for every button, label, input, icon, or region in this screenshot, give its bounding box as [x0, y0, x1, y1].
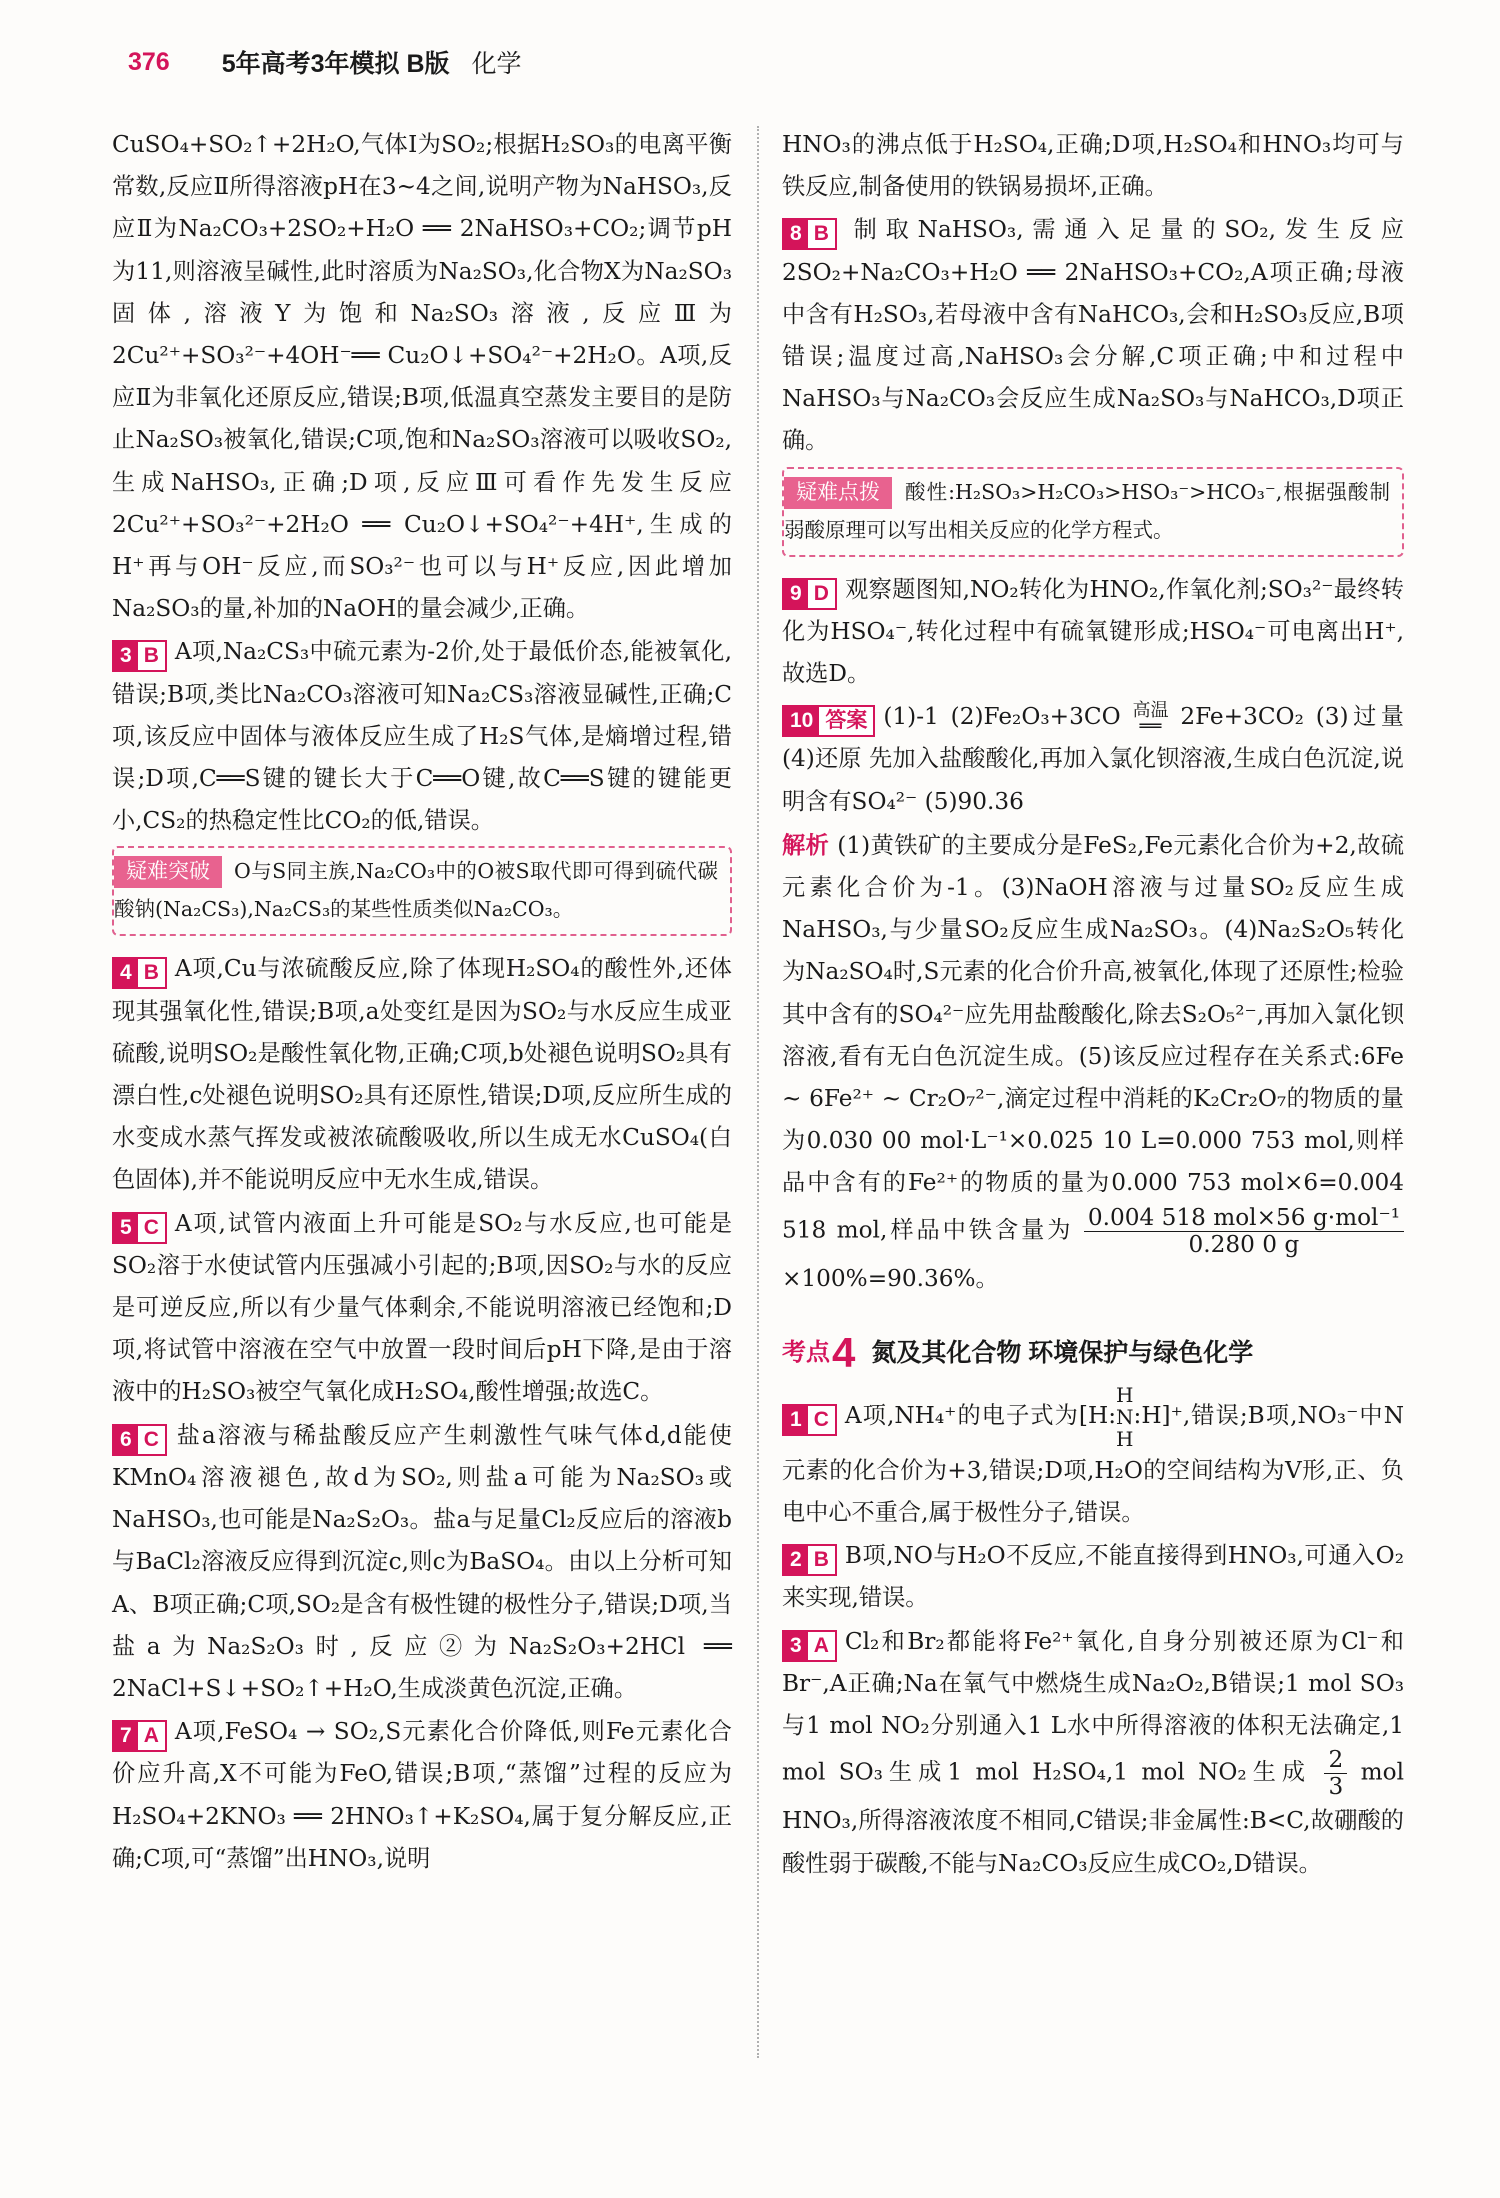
note-tag: 疑难点拨	[784, 477, 892, 509]
difficulty-note	[112, 846, 732, 936]
difficulty-note	[782, 467, 1404, 557]
answer-text: 2Fe+3CO₂	[1180, 703, 1304, 731]
answer-6	[112, 1415, 732, 1710]
answer-text: (3)过量 (4)还原 先加入盐酸酸化,再加入氯化钡溶液,生成白色沉淀,说明含有SO₄²⁻ (5)90.36	[782, 703, 1404, 815]
fraction: $\frac{\text{0.004 518 mol×56 g·mol⁻¹}}{0.280 0 g}$	[1084, 1205, 1404, 1258]
section-answer-3	[782, 1621, 1404, 1885]
answer-text: A项,FeSO₄ → SO₂,S元素化合价降低,则Fe元素化合价应升高,X不可能为FeO,错误;B项,“蒸馏”过程的反应为H₂SO₄+2KNO₃ ══ 2HNO₃↑+K₂SO₄,属于复分解反应,正确;C项,可“蒸馏”出HNO₃,说明	[112, 1718, 732, 1872]
answer-badge: 3 B	[112, 640, 167, 672]
answer-text: A项,Na₂CS₃中硫元素为-2价,处于最低价态,能被氧化,错误;B项,类比Na₂CO₃溶液可知Na₂CS₃溶液显碱性,正确;C项,该反应中固体与液体反应生成了H₂S气体,是熵增过程,错误;D项,C══S键的键长大于C══O键,故C══S键的键能更小,CS₂的热稳定性比CO₂的低,错误。	[112, 638, 732, 835]
answer-badge: 4 B	[112, 957, 167, 989]
electron-formula: H N H	[1116, 1382, 1134, 1451]
section-number: 4	[832, 1328, 856, 1376]
continued-paragraph: CuSO₄+SO₂↑+2H₂O,气体Ⅰ为SO₂;根据H₂SO₃的电离平衡常数,反应Ⅱ所得溶液pH在3~4之间,说明产物为NaHSO₃,反应Ⅱ为Na₂CO₃+2SO₂+H₂O ══ 2NaHSO₃+CO₂;调节pH为11,则溶液呈碱性,此时溶质为Na₂SO₃,化合物X为Na₂SO₃固体,溶液Y为饱和Na₂SO₃溶液,反应Ⅲ为2Cu²⁺+SO₃²⁻+4OH⁻══ Cu₂O↓+SO₄²⁻+2H₂O。A项,反应Ⅱ为非氧化还原反应,错误;B项,低温真空蒸发主要目的是防止Na₂SO₃被氧化,错误;C项,饱和Na₂SO₃溶液可以吸收SO₂,生成NaHSO₃,正确;D项,反应Ⅲ可看作先发生反应2Cu²⁺+SO₃²⁻+2H₂O ══ Cu₂O↓+SO₄²⁻+4H⁺,生成的H⁺再与OH⁻反应,而SO₃²⁻也可以与H⁺反应,因此增加Na₂SO₃的量,补加的NaOH的量会减少,正确。	[112, 131, 732, 623]
analysis-10	[782, 824, 1404, 1300]
section-heading	[782, 1330, 1404, 1376]
answer-badge: 1 C	[782, 1404, 837, 1436]
section-answer-2	[782, 1535, 1404, 1619]
analysis-text: (1)黄铁矿的主要成分是FeS₂,Fe元素化合价为+2,故硫元素化合价为-1。(3)NaOH溶液与过量SO₂反应生成NaHSO₃,与少量SO₂反应生成Na₂SO₃。(4)Na₂S₂O₅转化为Na₂SO₄时,S元素的化合价升高,被氧化,体现了还原性;检验其中含有的SO₄²⁻应先用盐酸酸化,除去S₂O₅²⁻,再加入氯化钡溶液,看有无白色沉淀生成。(5)该反应过程存在关系式:6Fe ~ 6Fe²⁺ ~ Cr₂O₇²⁻,滴定过程中消耗的K₂Cr₂O₇的物质的量为0.030 00 mol·L⁻¹×0.025 10 L=0.000 753 mol,则样品中含有的Fe²⁺的物质的量为0.000 753 mol×6=0.004 518 mol,样品中铁含量为	[782, 831, 1405, 1244]
answer-4	[112, 948, 732, 1201]
page-number: 376	[128, 47, 170, 76]
answer-text: B项,NO与H₂O不反应,不能直接得到HNO₃,可通入O₂来实现,错误。	[782, 1542, 1404, 1612]
answer-text: mol HNO₃,所得溶液浓度不相同,C错误;非金属性:B<C,故硼酸的酸性弱于碳酸,不能与Na₂CO₃反应生成CO₂,D错误。	[782, 1758, 1404, 1877]
section-answer-1	[782, 1384, 1404, 1534]
answer-text: A项,Cu与浓硫酸反应,除了体现H₂SO₄的酸性外,还体现其强氧化性,错误;B项,a处变红是因为SO₂与水反应生成亚硫酸,说明SO₂是酸性氧化物,正确;C项,b处褪色说明SO₂具有漂白性,c处褪色说明SO₂具有还原性,错误;D项,反应所生成的水变成水蒸气挥发或被浓硫酸吸收,所以生成无水CuSO₄(白色固体),并不能说明反应中无水生成,错误。	[112, 955, 732, 1194]
answer-badge: 9 D	[782, 578, 837, 610]
answer-text: :H]⁺,错误;B项,NO₃⁻中N元素的化合价为+3,错误;D项,H₂O的空间结构为V形,正、负电中心不重合,属于极性分子,错误。	[782, 1401, 1404, 1527]
answer-text: A项,试管内液面上升可能是SO₂与水反应,也可能是SO₂溶于水使试管内压强减小引起的;B项,因SO₂与水的反应是可逆反应,所以有少量气体剩余,不能说明溶液已经饱和;D项,将试管中溶液在空气中放置一段时间后pH下降,是由于溶液中的H₂SO₃被空气氧化成H₂SO₄,酸性增强;故选C。	[112, 1209, 732, 1406]
answer-10	[782, 696, 1404, 823]
note-text: O与S同主族,Na₂CO₃中的O被S取代即可得到硫代碳酸钠(Na₂CS₃),Na₂CS₃的某些性质类似Na₂CO₃。	[114, 859, 718, 922]
answer-badge: 3 A	[782, 1630, 837, 1662]
answer-text: 制取NaHSO₃,需通入足量的SO₂,发生反应2SO₂+Na₂CO₃+H₂O ══ 2NaHSO₃+CO₂,A项正确;母液中含有H₂SO₃,若母液中含有NaHCO₃,会和H₂SO₃反应,B项错误;温度过高,NaHSO₃会分解,C项正确;中和过程中NaHSO₃与Na₂CO₃会反应生成Na₂SO₃与NaHCO₃,D项正确。	[782, 216, 1404, 455]
answer-badge: 10 答案	[782, 705, 875, 737]
answer-text: Cl₂和Br₂都能将Fe²⁺氧化,自身分别被还原为Cl⁻和Br⁻,A正确;Na在氧气中燃烧生成Na₂O₂,B错误;1 mol SO₃与1 mol NO₂分别通入1 L水中所得溶液的体积无法确定,1 mol SO₃生成1 mol H₂SO₄,1 mol NO₂生成	[782, 1627, 1404, 1786]
answer-text: A项,NH₄⁺的电子式为[H	[844, 1401, 1109, 1429]
fraction: $\frac{2}{3}$	[1324, 1747, 1347, 1800]
answer-9	[782, 569, 1404, 696]
note-tag: 疑难突破	[114, 856, 222, 888]
answer-badge: 7 A	[112, 1720, 167, 1752]
note-text: 酸性:H₂SO₃>H₂CO₃>HSO₃⁻>HCO₃⁻,根据强酸制弱酸原理可以写出相关反应的化学方程式。	[784, 479, 1390, 542]
answer-7	[112, 1711, 732, 1880]
answer-text: 盐a溶液与稀盐酸反应产生刺激性气味气体d,d能使KMnO₄溶液褪色,故d为SO₂,则盐a可能为Na₂SO₃或NaHSO₃,也可能是Na₂S₂O₃。盐a与足量Cl₂反应后的溶液b与BaCl₂溶液反应得到沉淀c,则c为BaSO₄。由以上分析可知A、B项正确;C项,SO₂是含有极性键的极性分子,错误;D项,当盐a为Na₂S₂O₃时,反应②为Na₂S₂O₃+2HCl ══ 2NaCl+S↓+SO₂↑+H₂O,生成淡黄色沉淀,正确。	[112, 1421, 732, 1702]
answer-5	[112, 1203, 732, 1414]
analysis-result: ×100%=90.36%。	[782, 1264, 999, 1292]
colon-dots: :	[1108, 1401, 1117, 1429]
answer-3	[112, 631, 732, 842]
column-divider	[757, 126, 759, 2058]
right-column	[782, 124, 1404, 1886]
book-title: 5年高考3年模拟 B版	[221, 50, 450, 78]
section-title: 氮及其化合物 环境保护与绿色化学	[871, 1338, 1254, 1367]
reaction-condition: 高温 ══	[1132, 700, 1169, 738]
answer-badge: 5 C	[112, 1212, 167, 1244]
continued-paragraph: HNO₃的沸点低于H₂SO₄,正确;D项,H₂SO₄和HNO₃均可与铁反应,制备使用的铁锅易损坏,正确。	[782, 131, 1404, 201]
left-column	[112, 124, 732, 1881]
answer-badge: 2 B	[782, 1544, 837, 1576]
page-header	[128, 40, 522, 84]
answer-text: 观察题图知,NO₂转化为HNO₂,作氧化剂;SO₃²⁻最终转化为HSO₄⁻,转化过程中有硫氧键形成;HSO₄⁻可电离出H⁺,故选D。	[782, 575, 1404, 688]
subject-label: 化学	[471, 50, 522, 78]
answer-badge: 6 C	[112, 1424, 167, 1456]
answer-badge: 8 B	[782, 218, 837, 250]
analysis-label: 解析	[782, 831, 830, 858]
section-label: 考点	[782, 1338, 830, 1366]
answer-8	[782, 209, 1404, 462]
answer-text: (1)-1 (2)Fe₂O₃+3CO	[883, 703, 1121, 731]
